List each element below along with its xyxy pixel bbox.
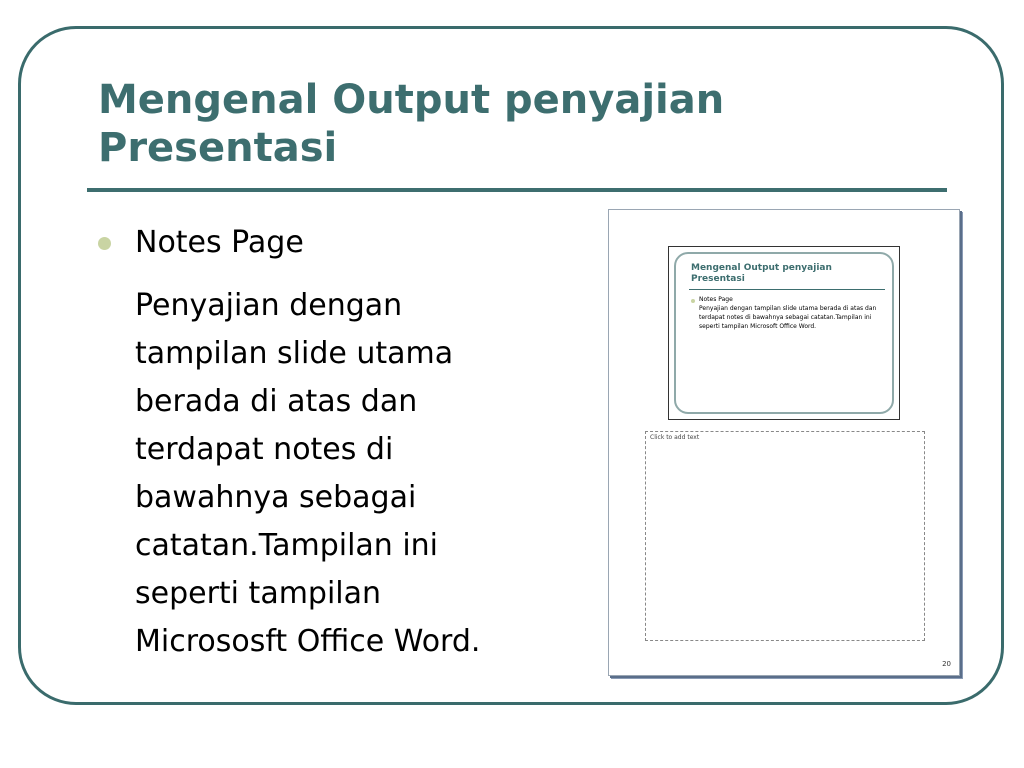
mini-slide-preview — [668, 246, 900, 420]
notes-page-thumbnail — [608, 209, 960, 676]
title-divider — [87, 188, 947, 192]
mini-bullet-dot-icon — [691, 299, 695, 303]
slide-title: Mengenal Output penyajian Presentasi — [98, 77, 725, 171]
notes-placeholder-box — [645, 431, 925, 641]
page-number: 20 — [942, 660, 951, 668]
mini-bullet-body: Penyajian dengan tampilan slide utama berada di atas dan terdapat notes di bawahnya sebagai catatan.Tampilan ini seperti tampilan Microsoft Office Word. — [699, 305, 877, 330]
notes-placeholder-text: Click to add text — [650, 434, 700, 441]
bullet-heading: Notes Page — [135, 225, 304, 260]
mini-slide-title: Mengenal Output penyajian Presentasi — [691, 263, 832, 284]
mini-bullet-heading: Notes Page — [699, 296, 733, 303]
bullet-body-text: Penyajian dengan tampilan slide utama berada di atas dan terdapat notes di bawahnya sebagai catatan.Tampilan ini seperti tampilan Micrososft Office Word. — [135, 288, 481, 659]
bullet-dot-icon — [98, 237, 111, 250]
mini-title-divider — [689, 289, 885, 290]
